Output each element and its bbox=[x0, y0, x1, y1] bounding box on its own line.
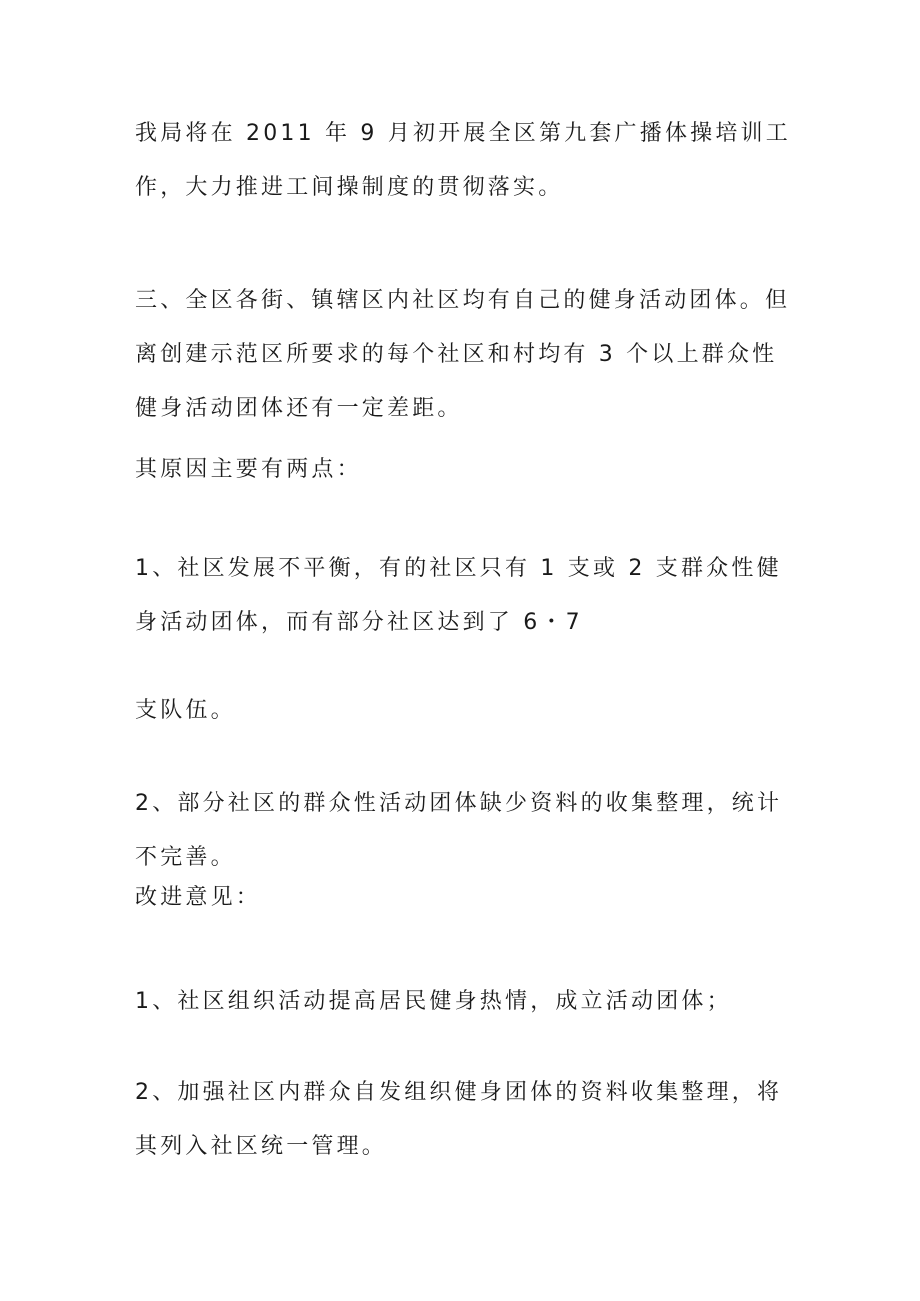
paragraph-reasons-heading: 其原因主要有两点： bbox=[135, 457, 362, 482]
paragraph-improvement-one: 1、社区组织活动提高居民健身热情，成立活动团体； bbox=[135, 989, 732, 1014]
paragraph-improvements-heading: 改进意见： bbox=[135, 885, 262, 910]
paragraph-training-plan: 我局将在 2011 年 9 月初开展全区第九套广播体操培训工作，大力推进工间操制度的贯彻落实。 bbox=[135, 121, 791, 200]
paragraph-reason-two: 2、部分社区的群众性活动团体缺少资料的收集整理，统计不完善。 bbox=[135, 791, 783, 870]
paragraph-reason-one: 1、社区发展不平衡，有的社区只有 1 支或 2 支群众性健身活动团体，而有部分社区达到了 6・7 bbox=[135, 556, 782, 635]
paragraph-section-three: 三、全区各街、镇辖区内社区均有自己的健身活动团体。但离创建示范区所要求的每个社区和村均有 3 个以上群众性健身活动团体还有一定差距。 bbox=[135, 288, 791, 421]
paragraph-improvement-two: 2、加强社区内群众自发组织健身团体的资料收集整理，将其列入社区统一管理。 bbox=[135, 1080, 783, 1159]
paragraph-reason-one-continued: 支队伍。 bbox=[135, 698, 236, 723]
